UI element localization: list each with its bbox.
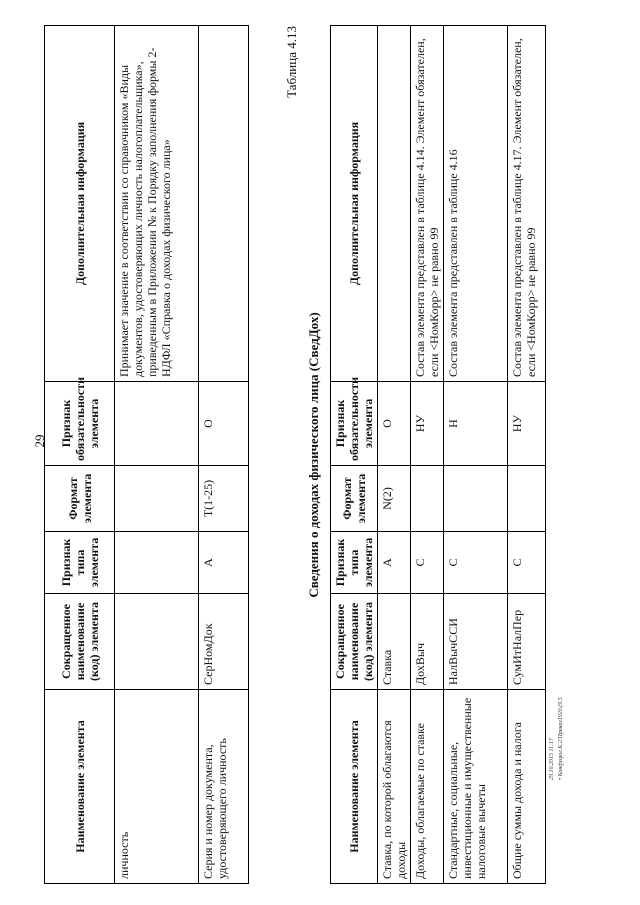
cell-required: О xyxy=(378,382,411,466)
cell-type: С xyxy=(508,532,546,594)
cell-required: О xyxy=(199,382,249,466)
header-info: Дополнительная информация xyxy=(331,26,378,382)
cell-info xyxy=(199,26,249,382)
header-code: Сокращенное наименование (код) элемента xyxy=(331,594,378,690)
cell-required xyxy=(115,382,199,466)
header-required: Признак обязательности элемента xyxy=(331,382,378,466)
cell-name: Ставка, по которой облагаются доходы xyxy=(378,690,411,884)
table-row xyxy=(411,26,444,884)
footer-note-line-2: • Конфуцюл.К.2/Приказ1920.(9.5 xyxy=(558,697,564,780)
header-name: Наименование элемента xyxy=(331,690,378,884)
header-type: Признак типа элемента xyxy=(331,532,378,594)
header-name: Наименование элемента xyxy=(45,690,115,884)
cell-type: А xyxy=(199,532,249,594)
cell-code: НалВычССИ xyxy=(444,594,508,690)
header-required: Признак обязательности элемента xyxy=(45,382,115,466)
table-row xyxy=(508,26,546,884)
table-row xyxy=(378,26,411,884)
header-format: Формат элемента xyxy=(45,466,115,532)
elements-table-continued xyxy=(44,25,249,884)
cell-type: С xyxy=(444,532,508,594)
cell-type: А xyxy=(378,532,411,594)
table-header-row xyxy=(331,26,378,884)
cell-required: НУ xyxy=(508,382,546,466)
cell-info: Принимает значение в соответствии со справочником «Виды документов, удостоверяющих личность налогоплательщика», приведенным в Приложении № к Порядку заполнения формы 2-НДФЛ «Справка о доходах физического лица» xyxy=(115,26,199,382)
header-type: Признак типа элемента xyxy=(45,532,115,594)
header-format: Формат элемента xyxy=(331,466,378,532)
cell-code: ДохВыч xyxy=(411,594,444,690)
cell-code xyxy=(115,594,199,690)
cell-code: Ставка xyxy=(378,594,411,690)
cell-code: СерНомДок xyxy=(199,594,249,690)
cell-code: СумИтНалПер xyxy=(508,594,546,690)
cell-name: Стандартные, социальные, инвестиционные и имущественные налоговые вычеты xyxy=(444,690,508,884)
footer-note-line-1: 29.10.2015 11:17 xyxy=(549,737,555,780)
table-label: Таблица 4.13 xyxy=(284,26,299,98)
page-number: 29 xyxy=(32,434,47,448)
cell-format xyxy=(508,466,546,532)
table-row xyxy=(115,26,199,884)
cell-format xyxy=(444,466,508,532)
cell-format xyxy=(115,466,199,532)
cell-required: НУ xyxy=(411,382,444,466)
header-info: Дополнительная информация xyxy=(45,26,115,382)
cell-info: Состав элемента представлен в таблице 4.14. Элемент обязателен, если <НомКорр> не равно 99 xyxy=(411,26,444,382)
cell-format: N(2) xyxy=(378,466,411,532)
cell-type xyxy=(115,532,199,594)
cell-format: T(1-25) xyxy=(199,466,249,532)
rotated-page-content xyxy=(44,24,604,884)
cell-type: С xyxy=(411,532,444,594)
table-header-row xyxy=(45,26,115,884)
cell-required: Н xyxy=(444,382,508,466)
cell-name: личность xyxy=(115,690,199,884)
cell-name: Серия и номер документа, удостоверяющего личность xyxy=(199,690,249,884)
table-row xyxy=(444,26,508,884)
cell-name: Общие суммы дохода и налога xyxy=(508,690,546,884)
table-title: Сведения о доходах физического лица (СведДох) xyxy=(306,312,321,598)
cell-format xyxy=(411,466,444,532)
cell-name: Доходы, облагаемые по ставке xyxy=(411,690,444,884)
income-table xyxy=(330,25,546,884)
cell-info: Состав элемента представлен в таблице 4.16 xyxy=(444,26,508,382)
cell-info: Состав элемента представлен в таблице 4.17. Элемент обязателен, если <НомКорр> не равно 99 xyxy=(508,26,546,382)
header-code: Сокращенное наименование (код) элемента xyxy=(45,594,115,690)
table-row xyxy=(199,26,249,884)
cell-info xyxy=(378,26,411,382)
